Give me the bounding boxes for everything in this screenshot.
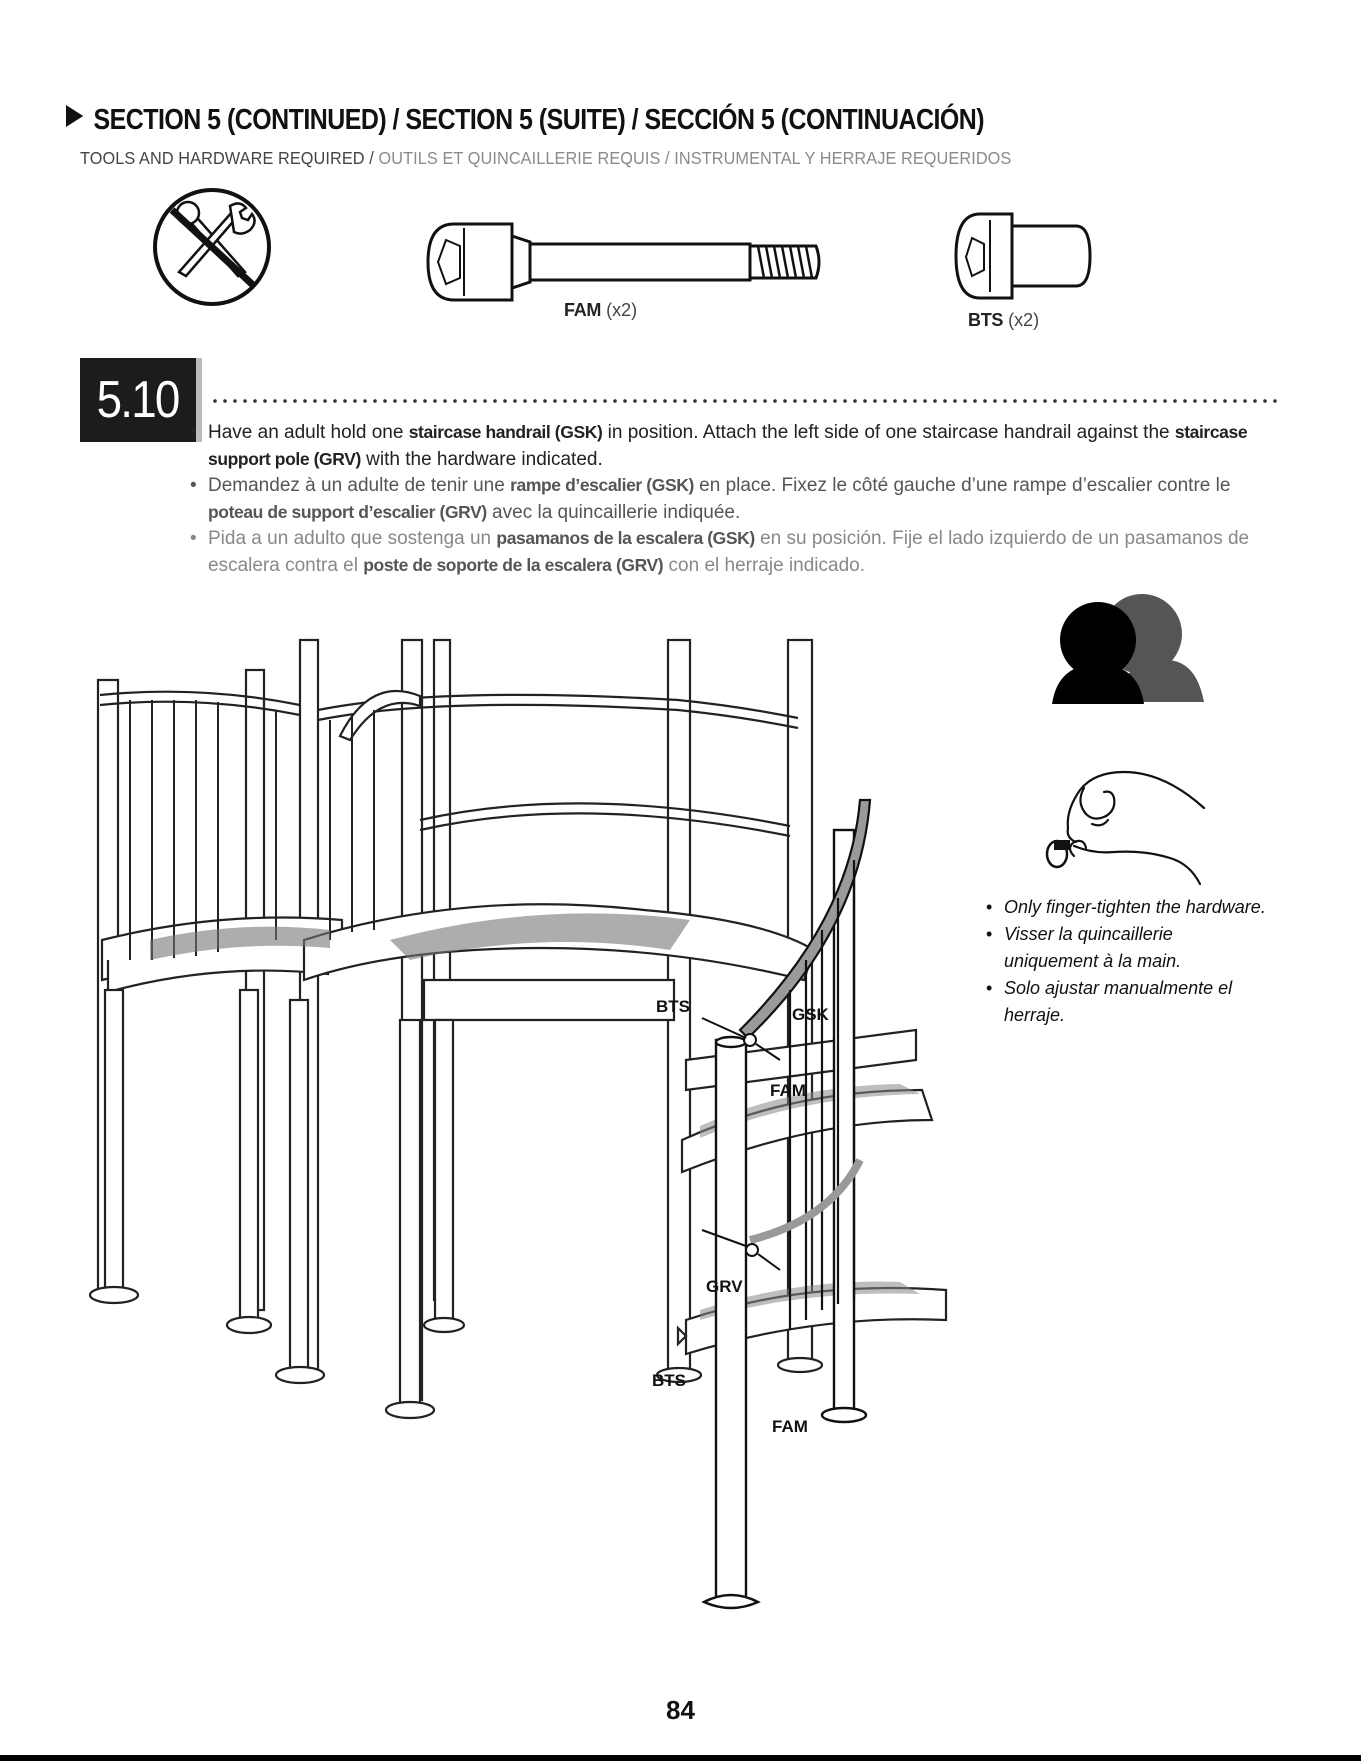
section-title: SECTION 5 (CONTINUED) / SECTION 5 (SUITE) / SECCIÓN 5 (CONTINUACIÓN) <box>66 104 984 137</box>
page-number: 84 <box>666 1695 695 1725</box>
assembly-diagram <box>90 640 990 1630</box>
play-arrow-icon <box>66 105 83 127</box>
tools-label-es: INSTRUMENTAL Y HERRAJE REQUERIDOS <box>674 148 1012 168</box>
step-number-badge: 5.10 <box>80 358 202 442</box>
instruction-fr: • Demandez à un adulte de tenir une rampe d’escalier (GSK) en place. Fixez le côté gauche d’une rampe d’escalier contre le poteau de support d’escalier (GRV) avec la quincaillerie indiquée. <box>190 475 1231 523</box>
label-gsk: GSK <box>792 1005 829 1024</box>
fam-label: FAM (x2) <box>564 300 638 320</box>
note-finger-tighten-fr: • Visser la quincaillerie uniquement à la main. <box>986 924 1182 971</box>
no-tools-icon <box>150 186 274 308</box>
label-bts-bottom: BTS <box>652 1371 686 1390</box>
label-fam-bottom: FAM <box>772 1417 808 1436</box>
fam-bolt-icon <box>424 216 844 308</box>
tools-required-line <box>80 148 1011 169</box>
bts-label: BTS (x2) <box>968 310 1040 330</box>
bottom-rule <box>0 1755 1361 1761</box>
label-grv: GRV <box>706 1277 743 1296</box>
bts-bolt-icon <box>950 210 1110 304</box>
hand-tighten-icon <box>1044 768 1214 892</box>
note-finger-tighten-en: • Only finger-tighten the hardware. <box>986 897 1266 917</box>
instruction-en: • Have an adult hold one staircase handrail (GSK) in position. Attach the left side of one staircase handrail against the staircase support pole (GRV) with the hardware indicated. <box>190 422 1248 470</box>
instruction-es: • Pida a un adulto que sostenga un pasamanos de la escalera (GSK) en su posición. Fije el lado izquierdo de un pasamanos de escalera contra el poste de soporte de la escalera (GRV) con el herraje indicado. <box>190 528 1250 576</box>
two-people-icon <box>1050 590 1200 706</box>
label-bts-top: BTS <box>656 997 690 1016</box>
label-fam-top: FAM <box>770 1081 806 1100</box>
tools-label-en: TOOLS AND HARDWARE REQUIRED / <box>80 148 379 168</box>
tools-label-fr: OUTILS ET QUINCAILLERIE REQUIS / <box>378 148 675 168</box>
dotted-divider <box>210 398 1280 404</box>
note-finger-tighten-es: • Solo ajustar manualmente el herraje. <box>986 978 1233 1025</box>
